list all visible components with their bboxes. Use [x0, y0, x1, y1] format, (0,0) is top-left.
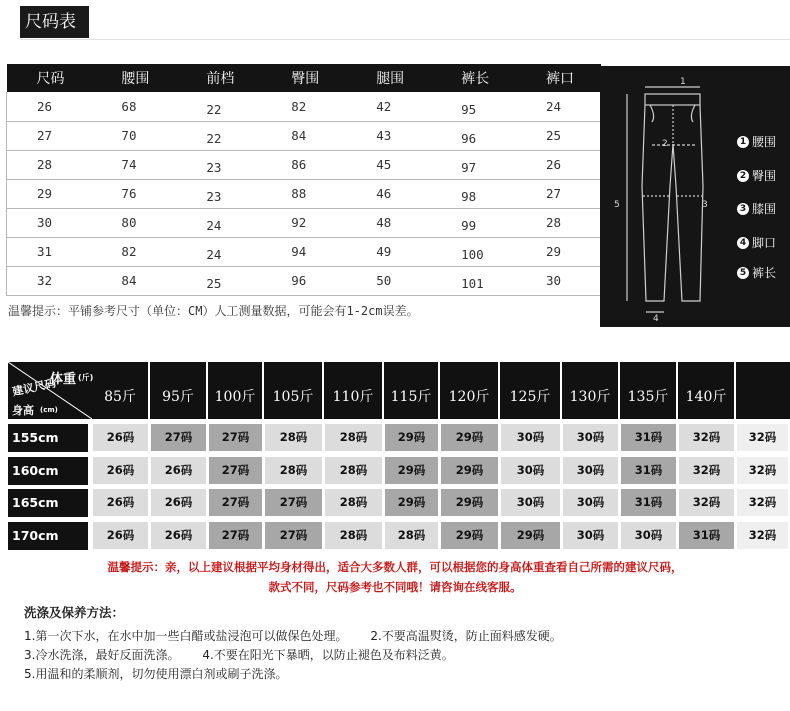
size-suggestion-cell: 27码	[209, 522, 262, 549]
size-cell: 49	[346, 237, 431, 266]
dim-label-5: 5	[614, 200, 620, 210]
size-suggestion-cell: 31码	[621, 424, 676, 451]
legend-item-hip	[737, 167, 776, 184]
size-suggestion-cell: 28码	[325, 424, 382, 451]
size-suggestion-cell: 27码	[209, 457, 262, 484]
size-suggestion-cell: 29码	[441, 424, 498, 451]
size-row	[7, 179, 602, 208]
size-cell: 28	[7, 150, 92, 179]
size-suggestion-cell: 26码	[151, 457, 206, 484]
size-cell: 24	[176, 208, 261, 237]
size-cell: 27	[7, 121, 92, 150]
size-cell: 32	[7, 266, 92, 295]
size-cell: 82	[261, 92, 346, 121]
size-cell: 92	[261, 208, 346, 237]
size-suggestion-cell: 28码	[385, 522, 438, 549]
size-suggestion-cell: 31码	[621, 489, 676, 516]
weight-col-header: 95斤	[150, 362, 208, 419]
size-row	[7, 237, 602, 266]
size-cell: 31	[7, 237, 92, 266]
corner-height-unit: (cm)	[40, 406, 58, 414]
legend-label: 腰围	[752, 135, 777, 149]
title-divider	[20, 39, 790, 40]
size-cell: 82	[91, 237, 176, 266]
size-row	[7, 92, 602, 121]
size-cell: 22	[176, 92, 261, 121]
warm-tip-line-2: 款式不同，尺码参考也不同哦！请咨询在线客服。	[268, 580, 522, 594]
size-suggestion-cell: 30码	[501, 489, 560, 516]
size-suggestion-cell: 29码	[385, 489, 438, 516]
dim-label-2: 2	[662, 139, 668, 149]
size-cell: 43	[346, 121, 431, 150]
legend-item-length	[737, 264, 776, 281]
weight-col-header: 115斤	[384, 362, 440, 419]
size-cell: 27	[516, 179, 601, 208]
size-cell: 80	[91, 208, 176, 237]
warm-tip-line-1: 温馨提示：亲，以上建议根据平均身材得出，适合大多数人群，可以根据您的身高体重查看自己所需的建议尺码，	[107, 560, 683, 574]
size-cell: 99	[431, 208, 516, 237]
size-cell: 74	[91, 150, 176, 179]
size-cell: 98	[431, 179, 516, 208]
size-col-header: 裤长	[431, 64, 516, 92]
weight-col-header: 105斤	[264, 362, 324, 419]
corner-height: 身高	[12, 404, 34, 417]
size-cell: 96	[431, 121, 516, 150]
weight-col-header: 130斤	[562, 362, 620, 419]
size-col-header: 尺码	[7, 64, 92, 92]
size-cell: 45	[346, 150, 431, 179]
size-suggestion-cell: 28码	[325, 457, 382, 484]
size-suggestion-cell: 30码	[563, 489, 618, 516]
height-row-header: 160cm	[8, 457, 88, 485]
size-suggestion-cell: 32码	[737, 522, 788, 549]
measurement-note: 温馨提示：平铺参考尺寸（单位：CM）人工测量数据，可能会有1-2cm误差。	[8, 304, 419, 318]
size-cell: 86	[261, 150, 346, 179]
size-suggestion-cell: 26码	[93, 457, 148, 484]
wash-care-line-3: 5.用温和的柔顺剂，切勿使用漂白剂或刷子洗涤。	[24, 667, 288, 681]
size-cell: 101	[431, 266, 516, 295]
legend-number: 3	[737, 203, 749, 215]
corner-weight-unit: (斤)	[78, 373, 94, 382]
size-row	[7, 150, 602, 179]
size-cell: 30	[516, 266, 601, 295]
size-suggestion-cell: 29码	[501, 522, 560, 549]
size-row	[7, 208, 602, 237]
size-col-header: 腰围	[91, 64, 176, 92]
size-suggestion-cell: 26码	[93, 522, 148, 549]
legend-item-waist	[737, 133, 776, 150]
size-cell: 23	[176, 150, 261, 179]
size-cell: 96	[261, 266, 346, 295]
size-suggestion-cell: 31码	[621, 457, 676, 484]
size-cell: 84	[91, 266, 176, 295]
wash-care-line-1: 1.第一次下水，在水中加一些白醋或盐浸泡可以做保色处理。 2.不要高温熨烫，防止面料感发硬。	[24, 629, 562, 643]
pants-diagram	[600, 66, 790, 327]
legend-label: 裤长	[752, 266, 777, 280]
warm-tip	[0, 557, 790, 597]
size-suggestion-cell: 30码	[621, 522, 676, 549]
size-suggestion-cell: 28码	[265, 424, 322, 451]
size-cell: 24	[516, 92, 601, 121]
size-suggestion-cell: 28码	[325, 489, 382, 516]
pants-diagram-svg	[600, 66, 790, 327]
size-suggestion-cell: 27码	[209, 424, 262, 451]
weight-col-header: 85斤	[92, 362, 150, 419]
size-cell: 29	[7, 179, 92, 208]
waistband-shape	[645, 94, 700, 105]
size-suggestion-cell: 27码	[265, 489, 322, 516]
legend-label: 脚口	[752, 236, 777, 250]
size-suggestion-cell: 32码	[679, 457, 734, 484]
size-cell: 29	[516, 237, 601, 266]
header-corner	[8, 362, 92, 419]
size-suggestion-cell: 26码	[93, 424, 148, 451]
size-row	[7, 121, 602, 150]
legend-item-hem	[737, 234, 776, 251]
corner-weight: 体重	[50, 372, 77, 387]
size-table	[6, 64, 601, 296]
size-cell: 46	[346, 179, 431, 208]
weight-col-header: 125斤	[500, 362, 562, 419]
size-cell: 25	[176, 266, 261, 295]
size-cell: 84	[261, 121, 346, 150]
weight-col-header: 135斤	[620, 362, 678, 419]
legend-label: 臀围	[752, 169, 777, 183]
size-cell: 23	[176, 179, 261, 208]
weight-col-header: 140斤	[678, 362, 736, 419]
size-suggestion-cell: 31码	[679, 522, 734, 549]
size-cell: 68	[91, 92, 176, 121]
wash-care-line-2: 3.冷水洗涤，最好反面洗涤。 4.不要在阳光下暴晒，以防止褪色及布料泛黄。	[24, 648, 454, 662]
legend-label: 膝围	[752, 202, 777, 216]
size-suggestion-cell: 32码	[679, 489, 734, 516]
size-cell: 26	[7, 92, 92, 121]
size-col-header: 臀围	[261, 64, 346, 92]
size-cell: 48	[346, 208, 431, 237]
size-cell: 94	[261, 237, 346, 266]
size-suggestion-cell: 28码	[325, 522, 382, 549]
size-suggestion-cell: 27码	[151, 424, 206, 451]
legend-number: 5	[737, 267, 749, 279]
legend-number: 4	[737, 237, 749, 249]
size-suggestion-cell: 29码	[385, 457, 438, 484]
size-cell: 97	[431, 150, 516, 179]
size-suggestion-cell: 27码	[265, 522, 322, 549]
legend-number: 1	[737, 136, 749, 148]
size-cell: 88	[261, 179, 346, 208]
size-cell: 24	[176, 237, 261, 266]
size-cell: 95	[431, 92, 516, 121]
weight-col-header: 110斤	[324, 362, 384, 419]
weight-col-header: 120斤	[440, 362, 500, 419]
size-suggestion-cell: 28码	[265, 457, 322, 484]
size-suggestion-cell: 32码	[737, 457, 788, 484]
size-cell: 42	[346, 92, 431, 121]
size-cell: 100	[431, 237, 516, 266]
size-cell: 28	[516, 208, 601, 237]
size-col-header: 腿围	[346, 64, 431, 92]
size-cell: 22	[176, 121, 261, 150]
size-col-header: 裤口	[516, 64, 601, 92]
size-row	[7, 266, 602, 295]
legend-number: 2	[737, 170, 749, 182]
size-suggestion-cell: 32码	[737, 424, 788, 451]
height-row-header: 155cm	[8, 424, 88, 452]
size-cell: 50	[346, 266, 431, 295]
size-suggestion-cell: 26码	[93, 489, 148, 516]
dim-label-1: 1	[680, 77, 686, 87]
size-suggestion-cell: 30码	[563, 424, 618, 451]
dim-label-3: 3	[702, 200, 708, 210]
size-suggestion-cell: 32码	[737, 489, 788, 516]
height-row-header: 165cm	[8, 489, 88, 517]
size-suggestion-cell: 30码	[563, 522, 618, 549]
size-col-header: 前档	[176, 64, 261, 92]
size-suggestion-cell: 26码	[151, 489, 206, 516]
size-suggestion-cell: 26码	[151, 522, 206, 549]
size-cell: 30	[7, 208, 92, 237]
size-suggestion-cell: 30码	[501, 424, 560, 451]
corner-suggest: 建议尺码	[11, 376, 57, 399]
size-cell: 26	[516, 150, 601, 179]
size-suggestion-cell: 29码	[441, 489, 498, 516]
size-cell: 70	[91, 121, 176, 150]
size-suggestion-cell: 30码	[563, 457, 618, 484]
size-cell: 25	[516, 121, 601, 150]
size-suggestion-cell: 32码	[679, 424, 734, 451]
size-suggestion-cell: 29码	[441, 457, 498, 484]
size-suggestion-cell: 27码	[209, 489, 262, 516]
legend-item-knee	[737, 200, 776, 217]
dim-label-4: 4	[653, 314, 659, 324]
weight-header-row	[8, 362, 790, 419]
wash-care-title: 洗涤及保养方法：	[24, 605, 125, 620]
page-title: 尺码表	[20, 6, 89, 38]
size-suggestion-cell: 30码	[501, 457, 560, 484]
weight-col-header: 100斤	[208, 362, 264, 419]
size-suggestion-cell: 29码	[441, 522, 498, 549]
size-suggestion-cell: 29码	[385, 424, 438, 451]
size-cell: 76	[91, 179, 176, 208]
height-row-header: 170cm	[8, 522, 88, 550]
